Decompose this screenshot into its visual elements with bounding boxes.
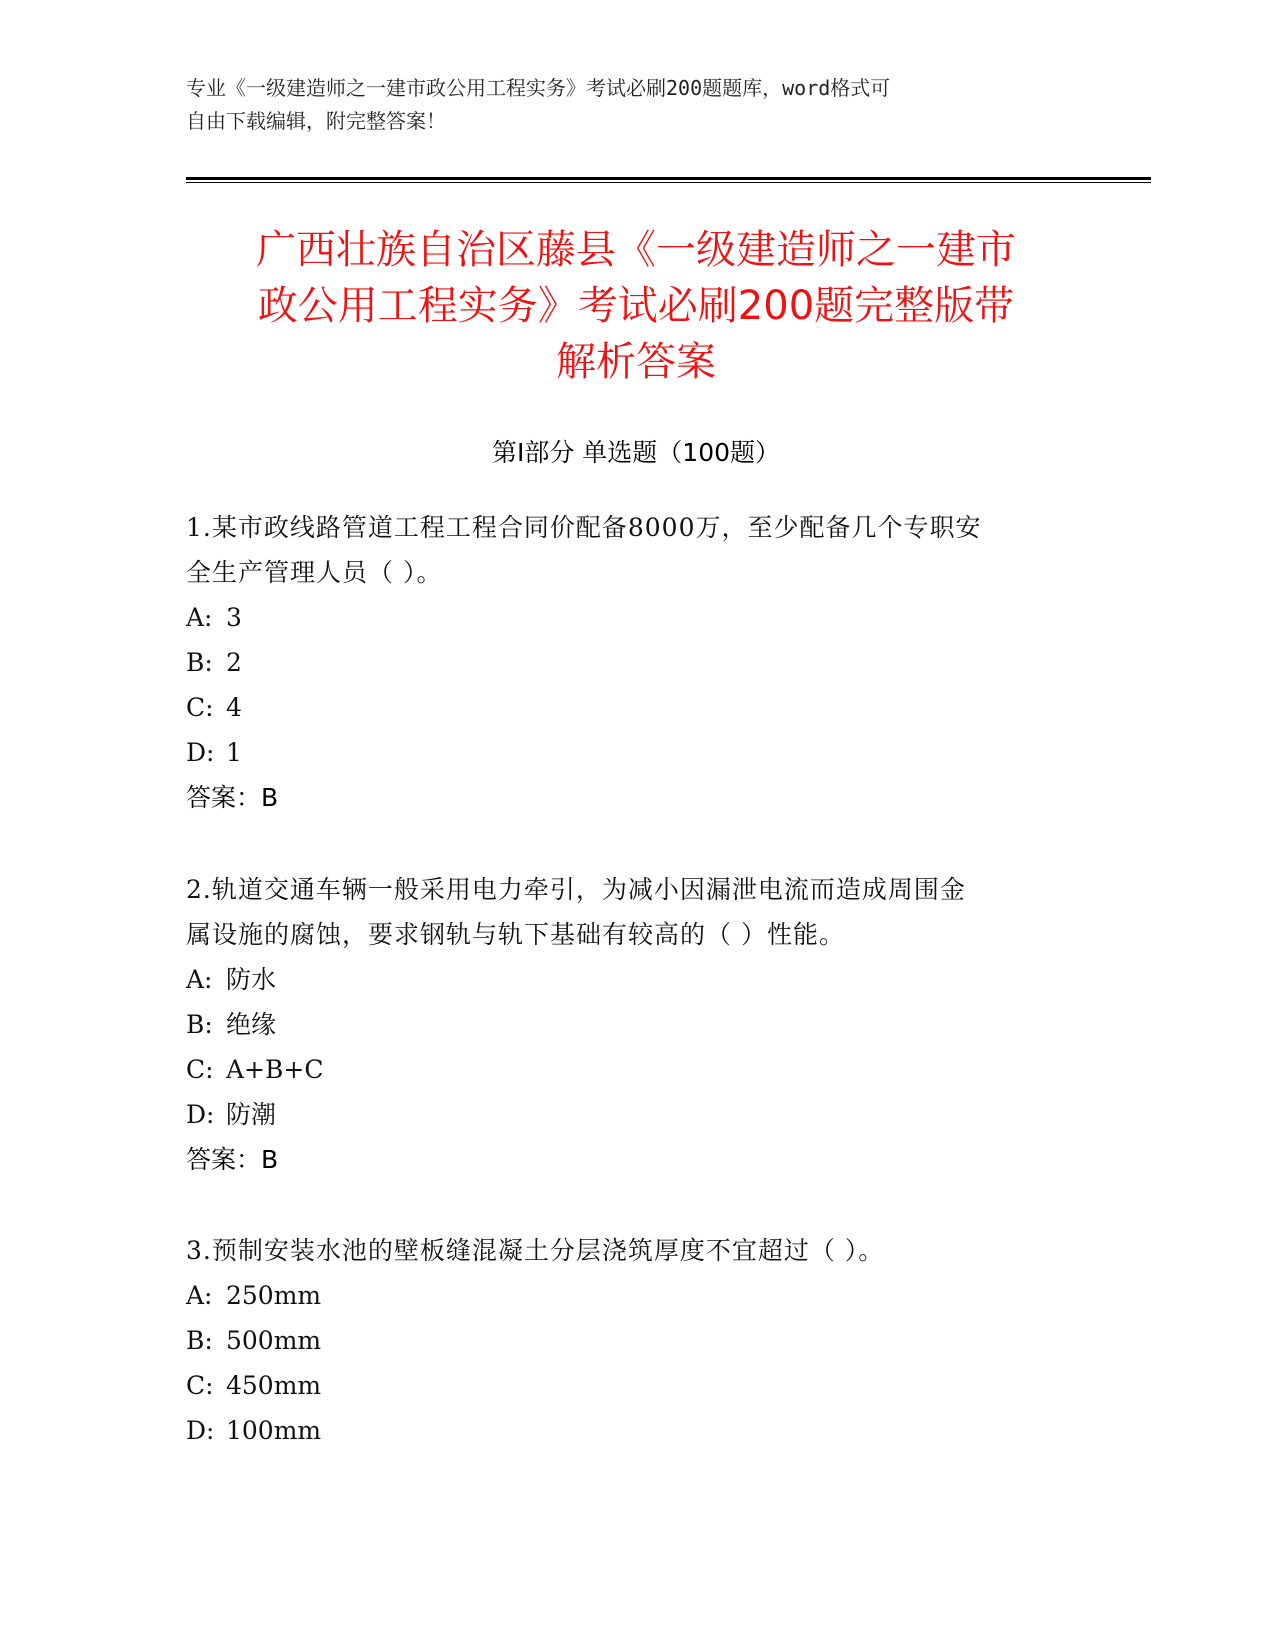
header-note-line: 专业《一级建造师之一建市政公用工程实务》考试必刷200题题库，word格式可 bbox=[186, 76, 891, 100]
option-b bbox=[186, 640, 1086, 685]
option-label: D: bbox=[186, 738, 215, 767]
option-text: 250mm bbox=[226, 1281, 322, 1310]
option-text: 1 bbox=[226, 738, 242, 767]
option-label: D: bbox=[186, 1100, 215, 1129]
question-2 bbox=[186, 867, 1086, 1182]
option-c bbox=[186, 685, 1086, 730]
option-text: 4 bbox=[226, 693, 242, 722]
option-label: C: bbox=[186, 1055, 214, 1084]
option-text: 3 bbox=[226, 603, 242, 632]
header-divider-thin bbox=[186, 182, 1151, 183]
question-stem: 全生产管理人员（ ）。 bbox=[186, 558, 443, 587]
header-note bbox=[186, 72, 1086, 138]
answer: 答案：B bbox=[186, 783, 279, 812]
option-a bbox=[186, 1273, 1086, 1318]
option-label: B: bbox=[186, 1010, 213, 1039]
option-text: 100mm bbox=[226, 1416, 322, 1445]
document-title-line: 政公用工程实务》考试必刷200题完整版带 bbox=[257, 283, 1015, 329]
option-d bbox=[186, 1092, 1086, 1137]
option-label: A: bbox=[186, 1281, 213, 1310]
question-3 bbox=[186, 1228, 1086, 1453]
option-label: A: bbox=[186, 603, 213, 632]
option-label: C: bbox=[186, 1371, 214, 1400]
option-text: A+B+C bbox=[226, 1055, 324, 1084]
question-1 bbox=[186, 505, 1086, 820]
option-label: B: bbox=[186, 1326, 213, 1355]
option-text: 防水 bbox=[226, 965, 277, 994]
option-text: 防潮 bbox=[226, 1100, 277, 1129]
option-c bbox=[186, 1047, 1086, 1092]
section-title: 第Ⅰ部分 单选题（100题） bbox=[491, 438, 781, 467]
option-d bbox=[186, 730, 1086, 775]
option-label: D: bbox=[186, 1416, 215, 1445]
question-stem: 1.某市政线路管道工程工程合同价配备8000万，至少配备几个专职安 bbox=[186, 513, 982, 542]
header-divider bbox=[186, 177, 1151, 180]
document-title-line: 解析答案 bbox=[556, 339, 716, 385]
document-title-line: 广西壮族自治区藤县《一级建造师之一建市 bbox=[256, 227, 1016, 273]
option-text: 450mm bbox=[226, 1371, 322, 1400]
question-stem: 属设施的腐蚀，要求钢轨与轨下基础有较高的（ ）性能。 bbox=[186, 920, 845, 949]
option-label: B: bbox=[186, 648, 213, 677]
option-b bbox=[186, 1002, 1086, 1047]
header-note-line: 自由下载编辑，附完整答案！ bbox=[186, 109, 446, 133]
option-a bbox=[186, 595, 1086, 640]
option-text: 绝缘 bbox=[226, 1010, 277, 1039]
option-text: 2 bbox=[226, 648, 242, 677]
option-label: A: bbox=[186, 965, 213, 994]
option-a bbox=[186, 957, 1086, 1002]
answer: 答案：B bbox=[186, 1145, 279, 1174]
question-stem: 2.轨道交通车辆一般采用电力牵引，为减小因漏泄电流而造成周围金 bbox=[186, 875, 966, 904]
option-d bbox=[186, 1408, 1086, 1453]
option-b bbox=[186, 1318, 1086, 1363]
option-text: 500mm bbox=[226, 1326, 322, 1355]
document-title bbox=[186, 222, 1086, 390]
option-label: C: bbox=[186, 693, 214, 722]
option-c bbox=[186, 1363, 1086, 1408]
question-stem: 3.预制安装水池的壁板缝混凝土分层浇筑厚度不宜超过（ ）。 bbox=[186, 1236, 885, 1265]
